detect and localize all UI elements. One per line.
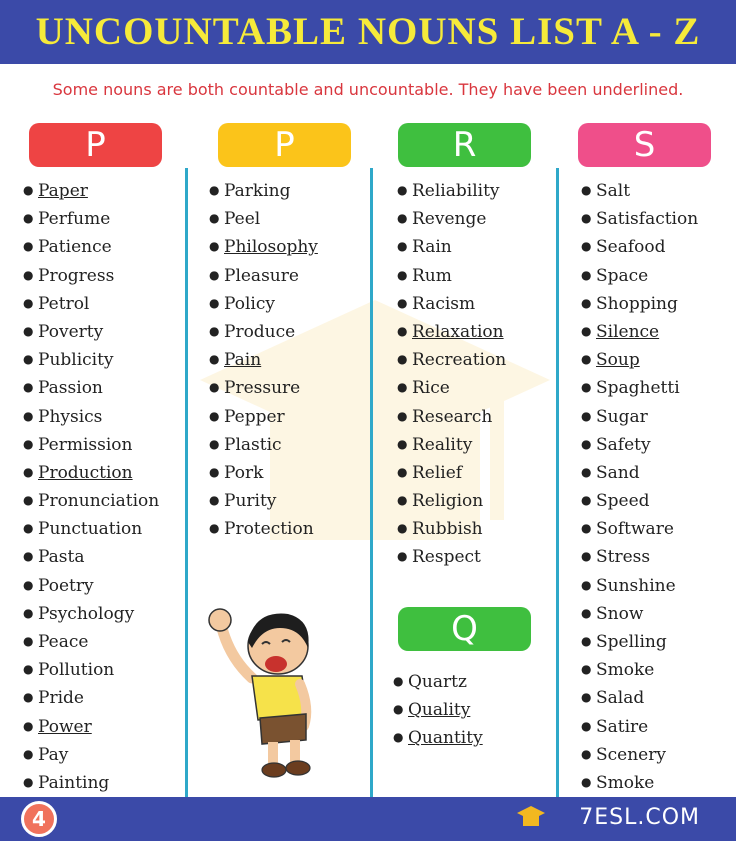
noun-text: Safety <box>596 434 651 455</box>
bullet-icon: ● <box>581 774 592 789</box>
bullet-icon: ● <box>397 380 408 395</box>
bullet-icon: ● <box>581 577 592 592</box>
noun-item <box>581 571 698 599</box>
noun-item <box>23 261 159 289</box>
noun-text: Physics <box>38 406 103 427</box>
footer-bar <box>0 797 736 841</box>
column-divider <box>556 168 559 798</box>
letter-heading-r: R <box>398 123 531 167</box>
noun-item <box>581 514 698 542</box>
noun-text: Racism <box>412 293 476 314</box>
noun-text: Passion <box>38 378 103 399</box>
bullet-icon: ● <box>23 380 34 395</box>
bullet-icon: ● <box>209 211 220 226</box>
noun-text: Purity <box>224 491 277 512</box>
noun-item <box>209 402 318 430</box>
bullet-icon: ● <box>581 267 592 282</box>
noun-item <box>23 514 159 542</box>
word-list-p2 <box>209 176 318 542</box>
graduation-cap-icon <box>516 804 546 832</box>
bullet-icon: ● <box>23 267 34 282</box>
noun-item <box>397 317 506 345</box>
bullet-icon: ● <box>23 239 34 254</box>
noun-item <box>209 514 318 542</box>
bullet-icon: ● <box>397 493 408 508</box>
noun-text: Seafood <box>596 237 666 258</box>
noun-text: Rubbish <box>412 519 483 540</box>
bullet-icon: ● <box>581 352 592 367</box>
brand-logo-text[interactable]: 7ESL.COM <box>579 805 700 830</box>
noun-item <box>397 486 506 514</box>
noun-text: Pronunciation <box>38 491 160 512</box>
noun-item <box>397 430 506 458</box>
noun-item <box>23 571 159 599</box>
bullet-icon: ● <box>23 690 34 705</box>
bullet-icon: ● <box>581 718 592 733</box>
bullet-icon: ● <box>23 521 34 536</box>
bullet-icon: ● <box>581 605 592 620</box>
noun-item <box>23 486 159 514</box>
bullet-icon: ● <box>23 549 34 564</box>
noun-item <box>23 204 159 232</box>
letter-heading-s: S <box>578 123 711 167</box>
letter-heading-q: Q <box>398 607 531 651</box>
page-title: UNCOUNTABLE NOUNS LIST A - Z <box>35 10 701 53</box>
noun-text: Scenery <box>596 744 666 765</box>
noun-text: Quantity <box>408 728 483 749</box>
noun-item <box>23 317 159 345</box>
word-list-s <box>581 176 698 796</box>
noun-item <box>393 695 483 723</box>
bullet-icon: ● <box>397 521 408 536</box>
bullet-icon: ● <box>209 295 220 310</box>
bullet-icon: ● <box>581 295 592 310</box>
noun-text: Salad <box>596 688 645 709</box>
bullet-icon: ● <box>581 662 592 677</box>
noun-text: Perfume <box>38 209 111 230</box>
noun-text: Quartz <box>408 672 467 692</box>
noun-text: Silence <box>596 321 660 342</box>
noun-text: Philosophy <box>224 237 318 258</box>
noun-item <box>581 317 698 345</box>
noun-item <box>209 176 318 204</box>
noun-text: Pork <box>224 462 264 483</box>
bullet-icon: ● <box>23 662 34 677</box>
noun-item <box>581 204 698 232</box>
noun-text: Punctuation <box>38 519 143 540</box>
bullet-icon: ● <box>397 323 408 338</box>
noun-text: Petrol <box>38 293 90 314</box>
noun-text: Quality <box>408 700 471 721</box>
bullet-icon: ● <box>397 408 408 423</box>
bullet-icon: ● <box>397 549 408 564</box>
bullet-icon: ● <box>581 436 592 451</box>
noun-item <box>209 458 318 486</box>
noun-item <box>581 542 698 570</box>
noun-item <box>23 599 159 627</box>
bullet-icon: ● <box>581 690 592 705</box>
noun-item <box>23 740 159 768</box>
noun-text: Satire <box>596 716 649 737</box>
bullet-icon: ● <box>23 183 34 197</box>
noun-text: Soup <box>596 350 640 371</box>
noun-text: Psychology <box>38 603 135 624</box>
noun-text: Research <box>412 406 493 427</box>
noun-item <box>23 627 159 655</box>
noun-item <box>23 430 159 458</box>
bullet-icon: ● <box>23 605 34 620</box>
noun-text: Progress <box>38 265 115 286</box>
noun-text: Spelling <box>596 632 667 652</box>
noun-text: Permission <box>38 434 133 455</box>
noun-text: Satisfaction <box>596 209 699 230</box>
bullet-icon: ● <box>23 211 34 226</box>
bullet-icon: ● <box>397 239 408 254</box>
noun-item <box>397 542 506 570</box>
noun-item <box>23 289 159 317</box>
column-divider <box>370 168 373 798</box>
word-list-p1 <box>23 176 159 796</box>
noun-item <box>581 458 698 486</box>
noun-item <box>393 667 483 695</box>
noun-text: Salt <box>596 181 631 201</box>
page-number-badge: 4 <box>21 801 57 837</box>
bullet-icon: ● <box>23 634 34 648</box>
bullet-icon: ● <box>209 380 220 395</box>
noun-text: Protection <box>224 519 314 540</box>
noun-text: Religion <box>412 491 484 512</box>
bullet-icon: ● <box>397 464 408 479</box>
bullet-icon: ● <box>209 239 220 254</box>
noun-text: Parking <box>224 181 291 201</box>
bullet-icon: ● <box>581 408 592 423</box>
noun-item <box>581 486 698 514</box>
noun-text: Rum <box>412 265 452 286</box>
bullet-icon: ● <box>209 408 220 423</box>
noun-text: Speed <box>596 491 650 512</box>
noun-item <box>23 176 159 204</box>
noun-text: Smoke <box>596 660 655 681</box>
noun-item <box>209 430 318 458</box>
bullet-icon: ● <box>397 183 408 197</box>
noun-item <box>23 542 159 570</box>
bullet-icon: ● <box>23 577 34 592</box>
bullet-icon: ● <box>581 183 592 197</box>
bullet-icon: ● <box>581 634 592 648</box>
noun-text: Power <box>38 716 92 737</box>
noun-item <box>581 261 698 289</box>
bullet-icon: ● <box>581 521 592 536</box>
noun-text: Pasta <box>38 547 85 568</box>
noun-text: Software <box>596 519 674 540</box>
bullet-icon: ● <box>581 493 592 508</box>
noun-text: Reality <box>412 434 473 455</box>
noun-text: Produce <box>224 321 296 342</box>
bullet-icon: ● <box>393 730 404 745</box>
column-divider <box>185 168 188 798</box>
bullet-icon: ● <box>581 746 592 761</box>
bullet-icon: ● <box>397 295 408 310</box>
noun-text: Plastic <box>224 434 282 455</box>
noun-text: Policy <box>224 293 275 314</box>
bullet-icon: ● <box>581 239 592 254</box>
noun-item <box>209 289 318 317</box>
bullet-icon: ● <box>209 183 220 197</box>
bullet-icon: ● <box>209 352 220 367</box>
noun-item <box>23 768 159 796</box>
noun-text: Pride <box>38 688 84 709</box>
noun-item <box>23 712 159 740</box>
noun-item <box>23 232 159 260</box>
bullet-icon: ● <box>23 436 34 451</box>
noun-text: Peace <box>38 632 89 652</box>
noun-item <box>397 514 506 542</box>
noun-item <box>23 402 159 430</box>
noun-text: Sunshine <box>596 575 676 596</box>
noun-item <box>393 723 483 751</box>
noun-text: Pressure <box>224 378 301 399</box>
bullet-icon: ● <box>209 267 220 282</box>
noun-item <box>209 317 318 345</box>
bullet-icon: ● <box>23 746 34 761</box>
noun-text: Pepper <box>224 406 285 427</box>
bullet-icon: ● <box>581 380 592 395</box>
bullet-icon: ● <box>23 323 34 338</box>
noun-item <box>397 458 506 486</box>
bullet-icon: ● <box>581 211 592 226</box>
word-list-q <box>393 667 483 752</box>
noun-item <box>397 204 506 232</box>
noun-text: Reliability <box>412 181 500 201</box>
bullet-icon: ● <box>393 674 404 688</box>
bullet-icon: ● <box>581 549 592 564</box>
noun-item <box>581 627 698 655</box>
noun-item <box>581 712 698 740</box>
noun-text: Space <box>596 265 649 286</box>
letter-heading-p2: P <box>218 123 351 167</box>
noun-item <box>581 402 698 430</box>
noun-item <box>209 373 318 401</box>
noun-item <box>23 683 159 711</box>
noun-text: Paper <box>38 181 88 201</box>
bullet-icon: ● <box>581 323 592 338</box>
noun-item <box>581 373 698 401</box>
bullet-icon: ● <box>23 493 34 508</box>
bullet-icon: ● <box>209 493 220 508</box>
noun-item <box>397 373 506 401</box>
noun-item <box>581 176 698 204</box>
noun-item <box>209 486 318 514</box>
noun-text: Pollution <box>38 660 115 681</box>
bullet-icon: ● <box>209 521 220 536</box>
noun-text: Spaghetti <box>596 378 680 399</box>
noun-item <box>397 232 506 260</box>
bullet-icon: ● <box>23 464 34 479</box>
noun-item <box>23 345 159 373</box>
noun-item <box>209 204 318 232</box>
noun-text: Stress <box>596 547 651 568</box>
noun-item <box>581 655 698 683</box>
bullet-icon: ● <box>393 702 404 717</box>
bullet-icon: ● <box>209 323 220 338</box>
noun-text: Poetry <box>38 575 94 596</box>
noun-item <box>209 345 318 373</box>
noun-text: Sand <box>596 462 640 483</box>
word-list-r <box>397 176 506 571</box>
noun-text: Smoke <box>596 772 655 793</box>
bullet-icon: ● <box>23 774 34 789</box>
noun-text: Pleasure <box>224 265 299 286</box>
subtitle-note: Some nouns are both countable and uncountable. They have been underlined. <box>52 80 684 99</box>
noun-text: Snow <box>596 603 644 624</box>
noun-text: Poverty <box>38 321 104 342</box>
noun-item <box>581 430 698 458</box>
noun-item <box>581 740 698 768</box>
noun-item <box>581 345 698 373</box>
bullet-icon: ● <box>209 436 220 451</box>
noun-item <box>397 345 506 373</box>
noun-item <box>581 768 698 796</box>
bullet-icon: ● <box>581 464 592 479</box>
noun-item <box>397 289 506 317</box>
noun-text: Sugar <box>596 406 648 427</box>
bullet-icon: ● <box>23 295 34 310</box>
noun-item <box>397 402 506 430</box>
bullet-icon: ● <box>209 464 220 479</box>
noun-text: Production <box>38 462 133 483</box>
noun-item <box>581 289 698 317</box>
noun-item <box>23 373 159 401</box>
noun-text: Respect <box>412 547 481 568</box>
bullet-icon: ● <box>23 408 34 423</box>
noun-text: Pay <box>38 744 69 765</box>
noun-item <box>581 683 698 711</box>
noun-text: Patience <box>38 237 112 258</box>
cheering-boy-illustration <box>200 598 325 783</box>
noun-text: Shopping <box>596 293 678 314</box>
header-banner <box>0 0 736 64</box>
noun-item <box>581 232 698 260</box>
noun-text: Pain <box>224 350 262 371</box>
noun-item <box>581 599 698 627</box>
noun-text: Relief <box>412 462 463 483</box>
noun-item <box>23 458 159 486</box>
noun-text: Peel <box>224 209 261 230</box>
noun-text: Rice <box>412 378 450 399</box>
noun-item <box>209 261 318 289</box>
bullet-icon: ● <box>397 436 408 451</box>
noun-item <box>23 655 159 683</box>
bullet-icon: ● <box>23 718 34 733</box>
bullet-icon: ● <box>397 352 408 367</box>
noun-text: Painting <box>38 772 110 793</box>
noun-text: Revenge <box>412 209 487 230</box>
noun-text: Rain <box>412 237 452 258</box>
bullet-icon: ● <box>23 352 34 367</box>
bullet-icon: ● <box>397 211 408 226</box>
noun-item <box>397 176 506 204</box>
noun-text: Recreation <box>412 350 507 371</box>
noun-text: Relaxation <box>412 321 504 342</box>
noun-item <box>209 232 318 260</box>
noun-text: Publicity <box>38 350 114 371</box>
letter-heading-p1: P <box>29 123 162 167</box>
noun-item <box>397 261 506 289</box>
bullet-icon: ● <box>397 267 408 282</box>
